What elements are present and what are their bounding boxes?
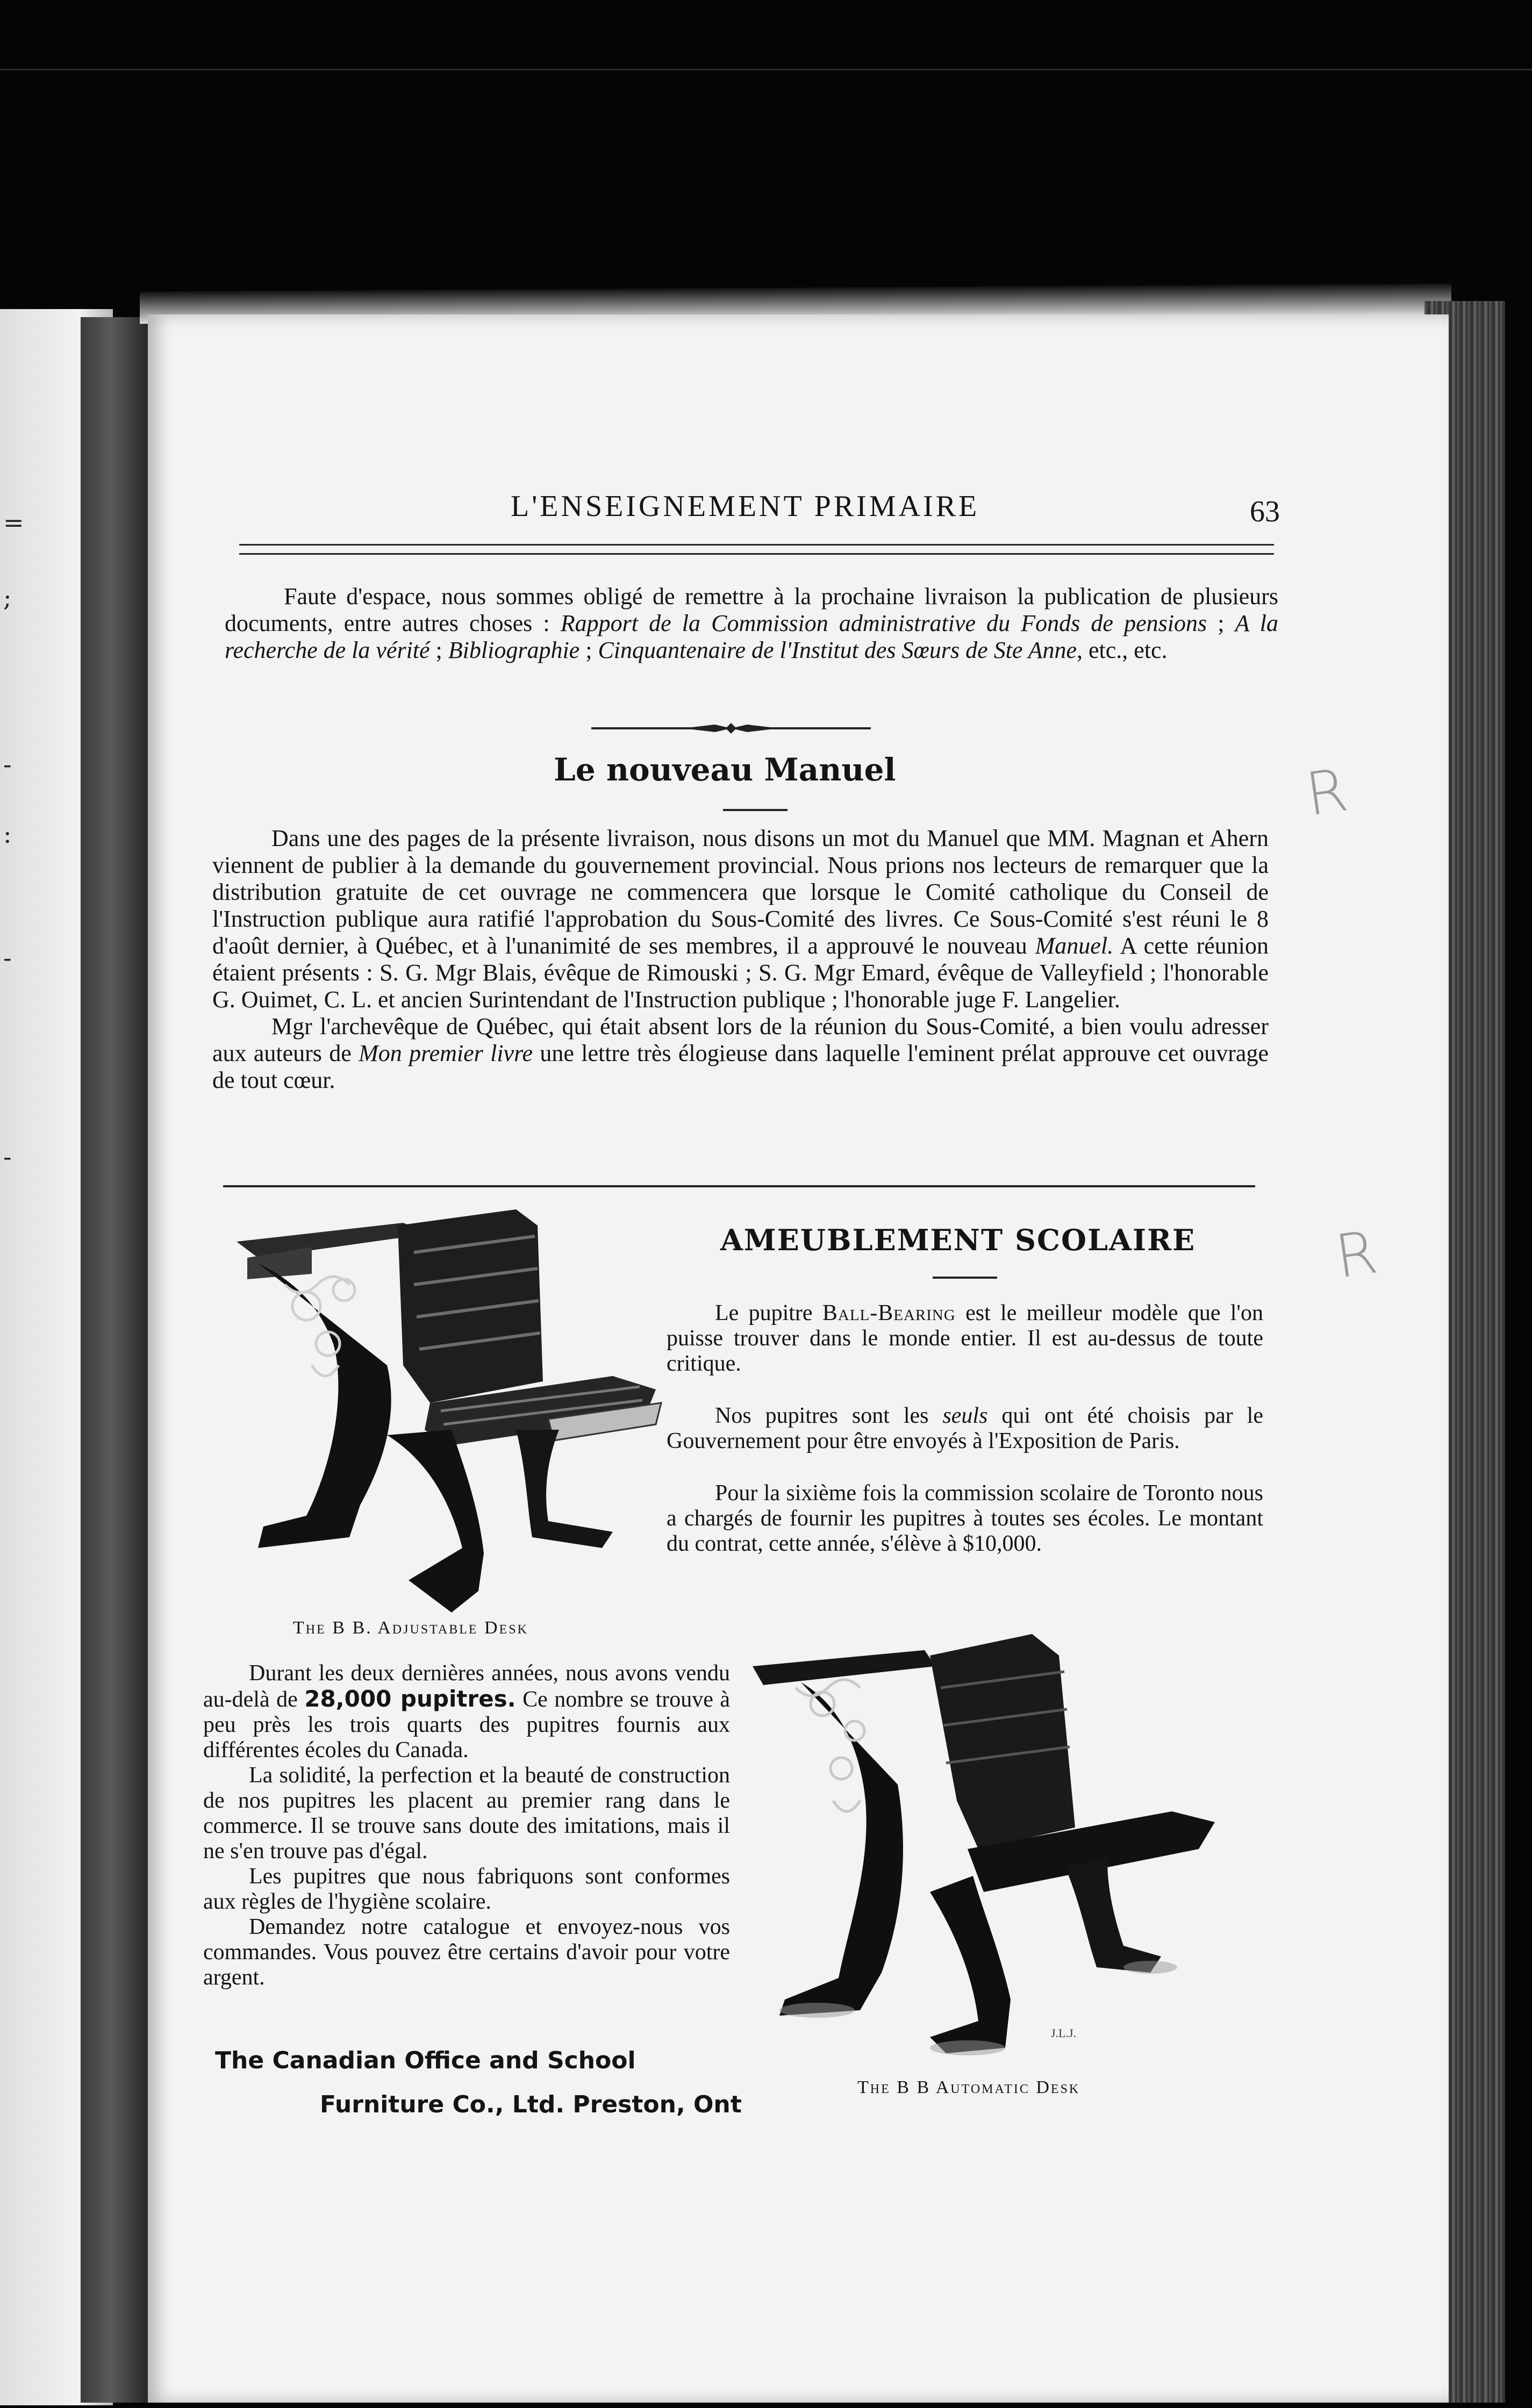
section-title-manuel: Le nouveau Manuel: [554, 751, 896, 788]
intro-separator: ;: [1207, 610, 1235, 636]
header-double-rule: [239, 544, 1274, 555]
ad-title: AMEUBLEMENT SCOLAIRE: [720, 1223, 1196, 1257]
ad-paragraph: [667, 1301, 1263, 1377]
company-name-line1: The Canadian Office and School: [215, 2047, 636, 2074]
company-name-line2: Furniture Co., Ltd. Preston, Ont: [320, 2091, 742, 2118]
ad-paragraph: [667, 1403, 1263, 1454]
title-underline: [723, 809, 788, 811]
ad-left-paragraph: Demandez notre catalogue et envoyez-nous vos commandes. Vous pouvez être certains d'avoir pour votre argent.: [203, 1915, 730, 1990]
manuel-text: A cette réunion étaient présents : S. G. Mgr Blais, évêque de Rimouski ; S. G. Mgr Emard, évêque de Valleyfield ; l'honorable G. Ouimet, C. L. et ancien Surintendant de l'Instruction publique ; l'honorable juge F. Langelier.: [212, 933, 1269, 1013]
ad-paragraph: Pour la sixième fois la commission scolaire de Toronto nous a chargés de fournir les pupitres à toutes ses écoles. Le montant du contrat, cette année, s'élève à $10,000.: [667, 1481, 1263, 1556]
artist-signature: J.L.J.: [1051, 2026, 1077, 2040]
automatic-desk-illustration: [753, 1623, 1226, 2064]
ad-title-underline: [933, 1277, 997, 1279]
left-page-mark: =: [3, 508, 24, 537]
ad-brand: Ball-Bearing: [822, 1301, 956, 1325]
manuel-paragraph-2: [212, 1013, 1269, 1094]
caption-adjustable-desk: The B B. Adjustable Desk: [293, 1618, 528, 1638]
ad-text-block: [667, 1301, 1263, 1557]
margin-annotation: R: [1301, 755, 1352, 829]
ad-bold-figure: 28,000 pupitres.: [304, 1686, 516, 1712]
ad-text: Durant les deux dernières années, nous avons vendu au-delà de: [203, 1661, 730, 1712]
ad-left-paragraph: La solidité, la perfection et la beauté de construction de nos pupitres les placent au premier rang dans le commerce. Il se trouve sans doute des imitations, mais il ne s'en trouve pas d'égal.: [203, 1763, 730, 1864]
left-page-mark: -: [3, 943, 12, 972]
intro-separator: ;: [429, 637, 448, 663]
ornamental-divider: [591, 720, 871, 736]
manuel-text: Mgr l'archevêque de Québec, qui était absent lors de la réunion du Sous-Comité, a bien voulu adresser aux auteurs de: [212, 1013, 1269, 1066]
manuel-paragraph-1: [212, 825, 1269, 1013]
intro-item: Cinquantenaire de l'Institut des Sœurs de Ste Anne: [598, 637, 1077, 663]
intro-tail: , etc., etc.: [1077, 637, 1168, 663]
left-page-mark: ;: [3, 583, 12, 612]
ad-left-paragraph: Les pupitres que nous fabriquons sont conformes aux règles de l'hygiène scolaire.: [203, 1864, 730, 1914]
intro-paragraph: [225, 583, 1278, 664]
scan-edge: [0, 69, 1532, 70]
caption-automatic-desk: The B B Automatic Desk: [857, 2077, 1080, 2097]
intro-separator: ;: [579, 637, 598, 663]
ad-left-column: [203, 1661, 730, 1990]
ad-text: Ce nombre se trouve à peu près les trois quarts des pupitres fournis aux différentes écoles du Canada.: [203, 1687, 730, 1762]
ad-text: est le meilleur modèle que l'on puisse trouver dans le monde entier. Il est au-dessus de toute critique.: [667, 1301, 1263, 1376]
intro-text: Faute d'espace, nous sommes obligé de remettre à la prochaine livraison la publication de plusieurs documents, entre autres choses :: [225, 583, 1278, 636]
section-divider-rule: [223, 1185, 1255, 1187]
ad-emphasis: seuls: [942, 1403, 988, 1428]
ad-text: Nos pupitres sont les: [715, 1403, 943, 1428]
intro-item: Rapport de la Commission administrative du Fonds de pensions: [560, 610, 1207, 636]
manuel-emphasis: Mon premier livre: [359, 1040, 533, 1066]
manuel-text: Dans une des pages de la présente livraison, nous disons un mot du Manuel que MM. Magnan et Ahern viennent de publier à la demande du gouvernement provincial. Nous prions nos lecteurs de remarquer que la distribution gratuite de cet ouvrage ne commencera que lorsque le Comité catholique du Conseil de l'Instruction publique aura ratifié l'approbation du Sous-Comité des livres. Ce Sous-Comité s'est réuni le 8 d'août dernier, à Québec, et à l'unanimité de ses membres, il a approuvé le nouveau: [212, 825, 1269, 959]
ad-left-paragraph: [203, 1661, 730, 1763]
page-number: 63: [1250, 495, 1280, 528]
manuel-article: [212, 825, 1269, 1094]
running-head: L'ENSEIGNEMENT PRIMAIRE: [511, 490, 980, 523]
ad-text: qui ont été choisis par le Gouvernement pour être envoyés à l'Exposition de Paris.: [667, 1403, 1263, 1453]
book-gutter: [81, 317, 156, 2403]
intro-item: A la recherche de la vérité: [225, 610, 1278, 663]
left-page-mark: -: [3, 750, 12, 779]
margin-annotation: R: [1331, 1217, 1381, 1292]
left-page-mark: -: [3, 1142, 12, 1171]
adjustable-desk-illustration: [226, 1204, 667, 1623]
manuel-emphasis: Manuel.: [1035, 933, 1114, 959]
manuel-text: une lettre très élogieuse dans laquelle l'eminent prélat approuve cet ouvrage de tout cœur.: [212, 1040, 1269, 1093]
left-page-mark: :: [3, 820, 12, 849]
ad-text: Le pupitre: [715, 1301, 822, 1325]
intro-item: Bibliographie: [448, 637, 580, 663]
